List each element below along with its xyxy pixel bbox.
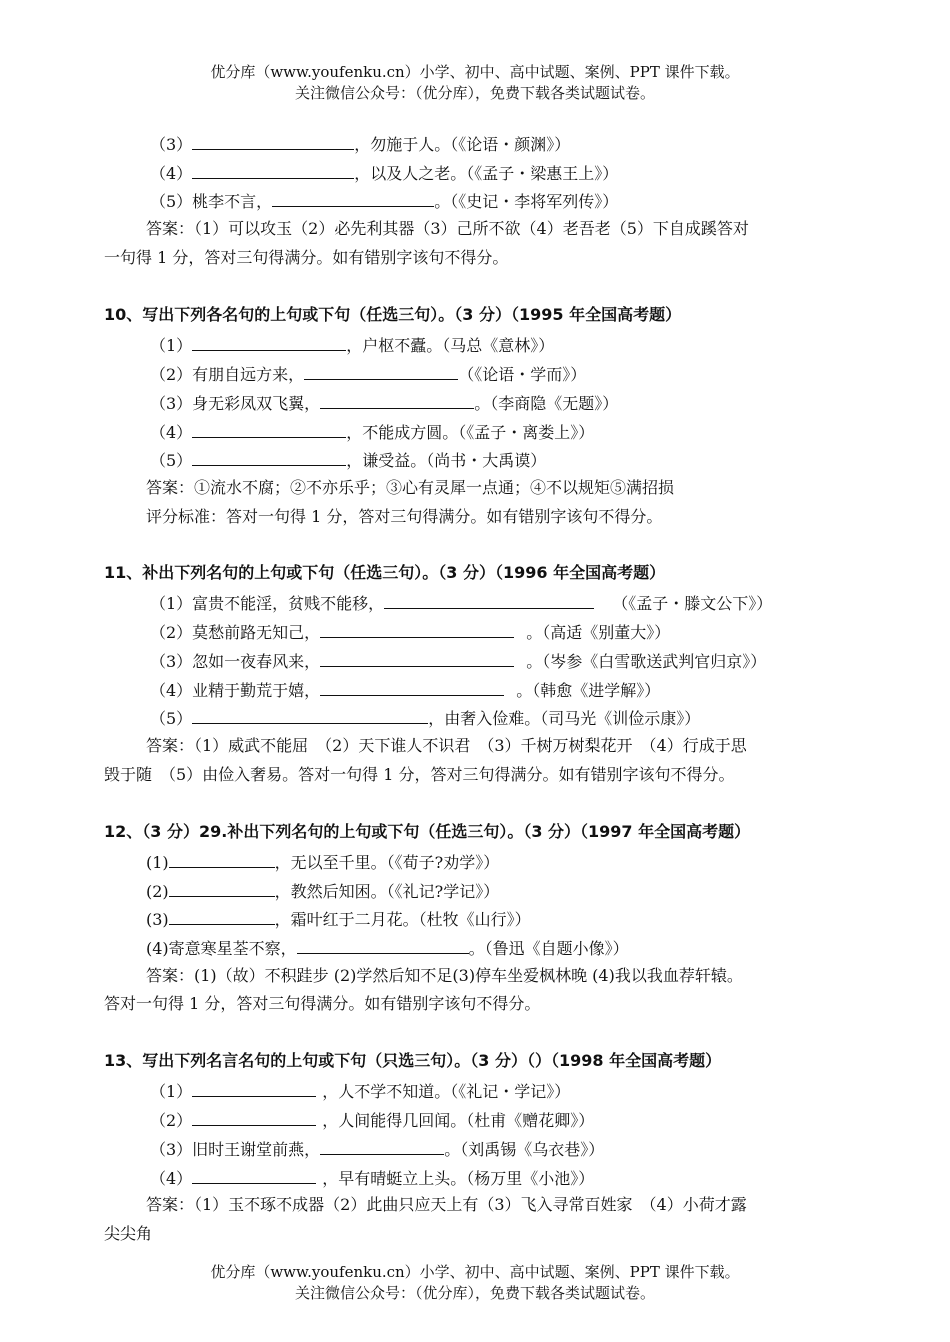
q9-item-5: （5）桃李不言， 。（《史记・李将军列传》） bbox=[150, 189, 618, 213]
q11-item-2: （2）莫愁前路无知己， 。（高适《别董大》） bbox=[150, 620, 670, 644]
q13-title: 13、写出下列名言名句的上句或下句（只选三句）。（3 分）（）（1998 年全国高考题） bbox=[104, 1051, 722, 1070]
q12-title: 12、（3 分）29.补出下列名句的上句或下句（任选三句）。（3 分）（1997 年全国高考题） bbox=[104, 822, 751, 841]
answer-blank[interactable] bbox=[192, 448, 346, 466]
q10-answer: 答案：①流水不腐；②不亦乐乎；③心有灵犀一点通；④不以规矩⑤满招损 bbox=[146, 478, 675, 497]
q10-item-4: （4） ，不能成方圆。（《孟子・离娄上》） bbox=[150, 420, 594, 444]
q10-title: 10、写出下列各名句的上句或下句（任选三句）。（3 分）（1995 年全国高考题） bbox=[104, 305, 682, 324]
answer-blank[interactable] bbox=[192, 132, 354, 150]
q9-answer-line-1: 答案：（1）可以攻玉（2）必先利其器（3）己所不欲（4）老吾老（5）下自成蹊答对 bbox=[146, 219, 749, 238]
q13-item-4: （4） ，早有晴蜓立上头。（杨万里《小池》） bbox=[150, 1166, 594, 1190]
answer-blank[interactable] bbox=[192, 333, 346, 351]
answer-blank[interactable] bbox=[192, 1108, 316, 1126]
answer-blank[interactable] bbox=[192, 1079, 316, 1097]
answer-blank[interactable] bbox=[320, 1137, 444, 1155]
q9-item-3: （3） ，勿施于人。（《论语・颜渊》） bbox=[150, 132, 570, 156]
q13-answer-line-2: 尖尖角 bbox=[104, 1224, 153, 1243]
q12-item-1: (1) ，无以至千里。（《荀子?劝学》） bbox=[146, 850, 499, 874]
q9-answer-line-2: 一句得 1 分，答对三句得满分。如有错别字该句不得分。 bbox=[104, 248, 509, 267]
q9-item-4: （4） ，以及人之老。（《孟子・梁惠王上》） bbox=[150, 161, 618, 185]
footer-line-2: 关注微信公众号：（优分库），免费下载各类试题试卷。 bbox=[294, 1284, 655, 1302]
q11-answer-line-2: 毁于随 （5）由俭入奢易。答对一句得 1 分，答对三句得满分。如有错别字该句不得分。 bbox=[104, 765, 735, 784]
answer-blank[interactable] bbox=[169, 850, 275, 868]
q12-answer-line-2: 答对一句得 1 分，答对三句得满分。如有错别字该句不得分。 bbox=[104, 994, 541, 1013]
q12-item-4: (4)寄意寒星荃不察， 。（鲁迅《自题小像》） bbox=[146, 936, 629, 960]
q11-item-5: （5） ，由奢入俭难。（司马光《训俭示康》） bbox=[150, 706, 700, 730]
answer-blank[interactable] bbox=[320, 649, 514, 667]
q13-item-3: （3）旧时王谢堂前燕， 。（刘禹锡《乌衣巷》） bbox=[150, 1137, 604, 1161]
answer-blank[interactable] bbox=[192, 706, 428, 724]
q11-item-3: （3）忽如一夜春风来， 。（岑参《白雪歌送武判官归京》） bbox=[150, 649, 766, 673]
header-line-1: 优分库（www.youfenku.cn）小学、初中、高中试题、案例、PPT 课件下载。 bbox=[210, 63, 740, 81]
q10-item-3: （3）身无彩凤双飞翼， 。（李商隐《无题》） bbox=[150, 391, 618, 415]
answer-blank[interactable] bbox=[320, 620, 514, 638]
answer-blank[interactable] bbox=[272, 189, 434, 207]
answer-blank[interactable] bbox=[297, 936, 469, 954]
answer-blank[interactable] bbox=[192, 420, 346, 438]
answer-blank[interactable] bbox=[192, 161, 354, 179]
q13-item-2: （2） ，人间能得几回闻。（杜甫《赠花卿》） bbox=[150, 1108, 594, 1132]
q10-item-5: （5） ，谦受益。（尚书・大禹谟） bbox=[150, 448, 546, 472]
footer-line-1: 优分库（www.youfenku.cn）小学、初中、高中试题、案例、PPT 课件下载。 bbox=[210, 1263, 740, 1281]
answer-blank[interactable] bbox=[384, 591, 594, 609]
answer-blank[interactable] bbox=[169, 907, 275, 925]
answer-blank[interactable] bbox=[304, 362, 458, 380]
header-line-2: 关注微信公众号：（优分库），免费下载各类试题试卷。 bbox=[294, 84, 655, 102]
q11-item-4: （4）业精于勤荒于嬉， 。（韩愈《进学解》） bbox=[150, 678, 660, 702]
q11-answer-line-1: 答案：（1）威武不能屈 （2）天下谁人不识君 （3）千树万树梨花开 （4）行成于思 bbox=[146, 736, 747, 755]
q10-item-1: （1） ，户枢不蠹。（马总《意林》） bbox=[150, 333, 554, 357]
q13-answer-line-1: 答案：（1）玉不琢不成器（2）此曲只应天上有（3）飞入寻常百姓家 （4）小荷才露 bbox=[146, 1195, 747, 1214]
q12-item-3: (3) ，霜叶红于二月花。（杜牧《山行》） bbox=[146, 907, 531, 931]
q13-item-1: （1） ，人不学不知道。（《礼记・学记》） bbox=[150, 1079, 570, 1103]
q10-item-2: （2）有朋自远方来， （《论语・学而》） bbox=[150, 362, 586, 386]
q12-item-2: (2) ，教然后知困。（《礼记?学记》） bbox=[146, 879, 499, 903]
q10-scoring: 评分标准：答对一句得 1 分，答对三句得满分。如有错别字该句不得分。 bbox=[146, 507, 663, 526]
q11-item-1: （1）富贵不能淫，贫贱不能移， （《孟子・滕文公下》） bbox=[150, 591, 772, 615]
answer-blank[interactable] bbox=[192, 1166, 316, 1184]
answer-blank[interactable] bbox=[320, 678, 504, 696]
q12-answer-line-1: 答案：(1)（故）不积跬步 (2)学然后知不足(3)停车坐爱枫林晚 (4)我以我血荐轩辕。 bbox=[146, 966, 743, 985]
q11-title: 11、补出下列名句的上句或下句（任选三句）。（3 分）（1996 年全国高考题） bbox=[104, 563, 666, 582]
answer-blank[interactable] bbox=[169, 879, 275, 897]
answer-blank[interactable] bbox=[320, 391, 474, 409]
